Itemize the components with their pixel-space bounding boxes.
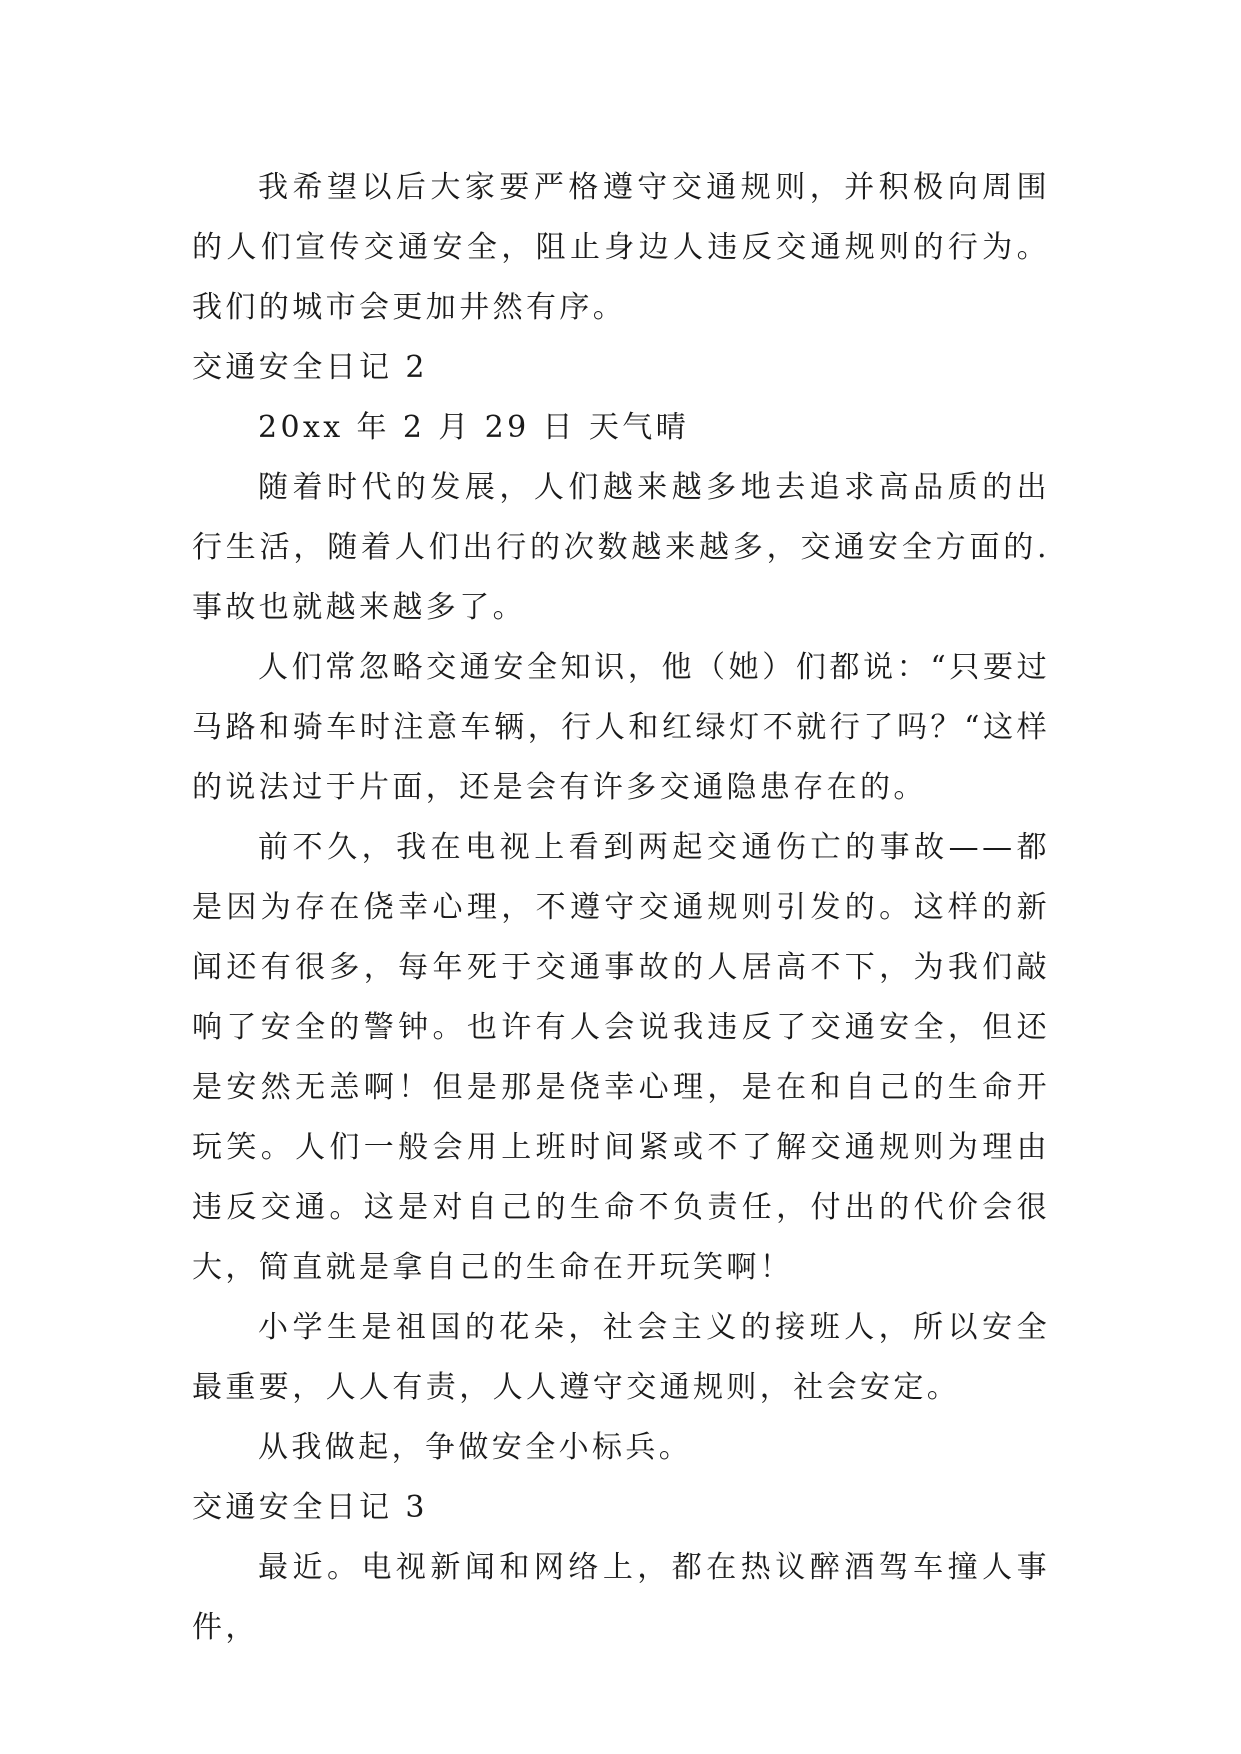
- paragraph-ignore-knowledge: 人们常忽略交通安全知识，他（她）们都说：“只要过马路和骑车时注意车辆，行人和红绿灯不就行了吗？“这样的说法过于片面，还是会有许多交通隐患存在的。: [192, 650, 1050, 805]
- paragraph-tv-accidents: 前不久，我在电视上看到两起交通伤亡的事故——都是因为存在侥幸心理，不遵守交通规则引发的。这样的新闻还有很多，每年死于交通事故的人居高不下，为我们敲响了安全的警钟。也许有人会说我违反了交通安全，但还是安然无恙啊！但是那是侥幸心理，是在和自己的生命开玩笑。人们一般会用上班时间紧或不了解交通规则为理由违反交通。这是对自己的生命不负责任，付出的代价会很大，简直就是拿自己的生命在开玩笑啊！: [192, 830, 1050, 1285]
- diary-date-weather: 20xx 年 2 月 29 日 天气晴: [258, 410, 690, 445]
- paragraph-development: 随着时代的发展，人们越来越多地去追求高品质的出行生活，随着人们出行的次数越来越多，交通安全方面的.事故也就越来越多了。: [192, 470, 1050, 625]
- section-title-diary-2: 交通安全日记 2: [192, 350, 428, 385]
- paragraph-hope: 我希望以后大家要严格遵守交通规则，并积极向周围的人们宣传交通安全，阻止身边人违反交通规则的行为。我们的城市会更加井然有序。: [192, 170, 1050, 325]
- section-title-diary-3: 交通安全日记 3: [192, 1490, 428, 1525]
- paragraph-start-with-me: 从我做起，争做安全小标兵。: [258, 1430, 693, 1465]
- paragraph-drunk-driving: 最近。电视新闻和网络上，都在热议醉酒驾车撞人事件，: [192, 1550, 1050, 1645]
- document-page: [192, 158, 1050, 1658]
- paragraph-students: 小学生是祖国的花朵，社会主义的接班人，所以安全最重要，人人有责，人人遵守交通规则，社会安定。: [192, 1310, 1050, 1405]
